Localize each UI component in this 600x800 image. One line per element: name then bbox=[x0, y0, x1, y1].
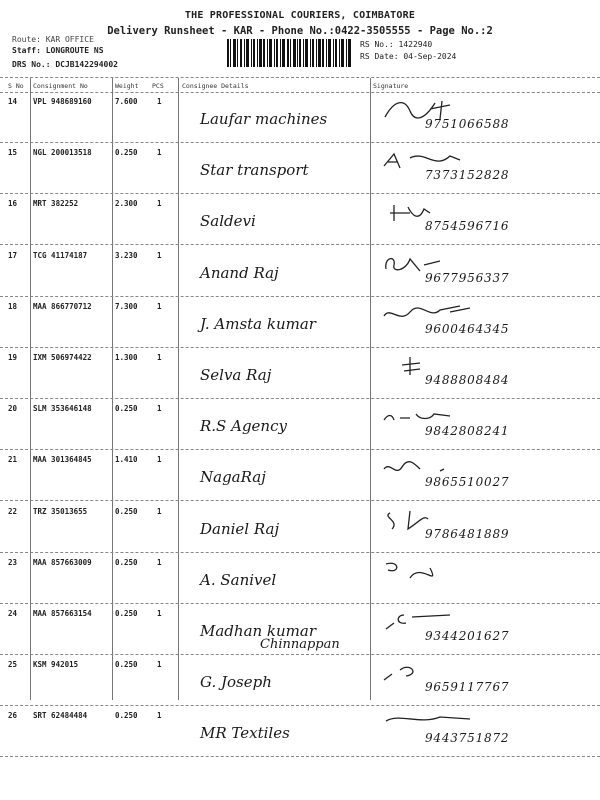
row-divider bbox=[0, 552, 600, 553]
consignee-name: Madhan kumar bbox=[200, 622, 317, 640]
row-consignee bbox=[200, 212, 256, 230]
row-consignment-no: TCG 41174187 bbox=[33, 250, 88, 260]
route-label: Route: KAR OFFICE bbox=[12, 35, 94, 44]
consignee-name: Selva Raj bbox=[200, 366, 272, 384]
row-sno: 22 bbox=[8, 506, 18, 516]
row-pcs: 1 bbox=[157, 148, 162, 158]
row-consignee bbox=[200, 622, 340, 652]
signature-mark bbox=[380, 558, 480, 584]
row-pcs: 1 bbox=[157, 506, 162, 516]
row-consignee bbox=[200, 468, 266, 486]
signature-phone: 9786481889 bbox=[425, 526, 510, 541]
row-divider bbox=[0, 193, 600, 194]
row-sno: 18 bbox=[8, 301, 18, 311]
row-sno: 15 bbox=[8, 148, 18, 158]
row-pcs: 1 bbox=[157, 404, 162, 414]
row-pcs: 1 bbox=[157, 660, 162, 670]
staff-label: Staff: LONGROUTE NS bbox=[12, 46, 104, 55]
row-consignee bbox=[200, 417, 287, 435]
consignee-name: Daniel Raj bbox=[200, 519, 280, 538]
header-divider-bottom bbox=[0, 92, 600, 93]
column-header-pcs: PCS bbox=[152, 82, 164, 90]
consignee-name-line2: Chinnappan bbox=[260, 637, 340, 652]
row-pcs: 1 bbox=[157, 609, 162, 618]
column-header-weight: Weight bbox=[115, 82, 139, 90]
row-divider bbox=[0, 142, 600, 143]
consignee-name: NagaRaj bbox=[200, 468, 266, 487]
document-subtitle: Delivery Runsheet - KAR - Phone No.:0422-3505555 - Page No.:2 bbox=[107, 25, 493, 37]
row-sno: 26 bbox=[8, 711, 18, 721]
row-consignment-no: SLM 353646148 bbox=[33, 404, 92, 414]
row-consignment-no: MRT 382252 bbox=[33, 199, 79, 209]
signature-phone: 8754596716 bbox=[425, 219, 510, 234]
row-pcs: 1 bbox=[157, 97, 162, 106]
consignee-name: A. Sanivel bbox=[200, 570, 277, 589]
row-consignment-no: NGL 200013518 bbox=[33, 148, 92, 158]
row-weight: 0.250 bbox=[115, 148, 138, 158]
row-pcs: 1 bbox=[157, 250, 162, 260]
row-sno: 25 bbox=[8, 660, 18, 670]
signature-phone: 9443751872 bbox=[425, 731, 510, 746]
drs-number: DRS No.: DCJB142294002 bbox=[12, 60, 118, 69]
row-divider bbox=[0, 347, 600, 348]
signature-phone: 7373152828 bbox=[425, 168, 510, 183]
row-consignee bbox=[200, 161, 309, 179]
row-sno: 19 bbox=[8, 353, 18, 362]
row-pcs: 1 bbox=[157, 199, 162, 209]
row-consignment-no: KSM 942015 bbox=[33, 660, 79, 670]
document-title: THE PROFESSIONAL COURIERS, COIMBATORE bbox=[184, 10, 416, 21]
rs-date: RS Date: 04-Sep-2024 bbox=[360, 52, 457, 61]
row-sno: 17 bbox=[8, 250, 18, 260]
row-weight: 1.300 bbox=[115, 353, 138, 362]
row-divider bbox=[0, 603, 600, 604]
row-sno: 16 bbox=[8, 199, 18, 209]
table-row bbox=[0, 300, 600, 350]
consignee-name: Laufar machines bbox=[200, 110, 328, 128]
consignee-name: G. Joseph bbox=[200, 673, 272, 692]
row-pcs: 1 bbox=[157, 353, 162, 362]
row-divider bbox=[0, 244, 600, 245]
table-row bbox=[0, 658, 600, 708]
table-row bbox=[0, 402, 600, 452]
table-row bbox=[0, 351, 600, 401]
consignee-name: MR Textiles bbox=[200, 724, 290, 743]
consignee-name: Saldevi bbox=[200, 212, 256, 231]
row-divider bbox=[0, 296, 600, 297]
row-sno: 24 bbox=[8, 609, 18, 618]
row-consignee bbox=[200, 520, 279, 538]
row-consignment-no: IXM 506974422 bbox=[33, 353, 92, 362]
row-consignee bbox=[200, 571, 276, 589]
row-consignee bbox=[200, 673, 272, 691]
row-consignee bbox=[200, 264, 279, 282]
row-consignee bbox=[200, 724, 290, 742]
row-weight: 0.250 bbox=[115, 609, 138, 618]
row-sno: 23 bbox=[8, 557, 18, 567]
column-header-consignment: Consignment No bbox=[33, 82, 88, 90]
consignee-name: R.S Agency bbox=[200, 417, 287, 436]
row-consignment-no: VPL 948689160 bbox=[33, 97, 92, 106]
row-pcs: 1 bbox=[157, 557, 162, 567]
row-sno: 21 bbox=[8, 455, 18, 465]
row-consignee bbox=[200, 110, 327, 128]
row-weight: 3.230 bbox=[115, 250, 138, 260]
signature-phone: 9659117767 bbox=[425, 680, 510, 695]
signature-phone: 9751066588 bbox=[425, 117, 510, 131]
row-weight: 0.250 bbox=[115, 711, 138, 721]
consignee-name: Anand Raj bbox=[200, 263, 279, 282]
signature-phone: 9600464345 bbox=[425, 321, 510, 336]
row-divider bbox=[0, 398, 600, 399]
row-weight: 0.250 bbox=[115, 660, 138, 670]
row-consignment-no: TRZ 35013655 bbox=[33, 506, 88, 516]
row-consignee bbox=[200, 315, 316, 333]
signature-phone: 9344201627 bbox=[425, 629, 510, 643]
signature-phone: 9488808484 bbox=[425, 373, 510, 387]
row-consignment-no: MAA 857663009 bbox=[33, 557, 92, 567]
row-weight: 0.250 bbox=[115, 404, 138, 414]
table-row bbox=[0, 709, 600, 759]
row-divider bbox=[0, 449, 600, 450]
row-weight: 0.250 bbox=[115, 557, 138, 567]
row-divider bbox=[0, 756, 600, 757]
consignee-name: J. Amsta kumar bbox=[200, 314, 316, 333]
consignee-name: Star transport bbox=[200, 161, 309, 180]
column-header-signature: Signature bbox=[373, 82, 409, 90]
table-row bbox=[0, 95, 600, 145]
row-weight: 1.410 bbox=[115, 455, 138, 465]
row-divider bbox=[0, 705, 600, 706]
column-header-consignee: Consignee Details bbox=[182, 82, 249, 90]
row-consignment-no: MAA 857663154 bbox=[33, 609, 92, 618]
row-pcs: 1 bbox=[157, 301, 162, 311]
row-weight: 0.250 bbox=[115, 506, 138, 516]
signature-phone: 9677956337 bbox=[425, 270, 510, 285]
row-consignment-no: SRT 62484484 bbox=[33, 711, 88, 721]
row-consignment-no: MAA 301364845 bbox=[33, 455, 92, 465]
signature-phone: 9842808241 bbox=[425, 424, 510, 439]
table-row bbox=[0, 249, 600, 299]
row-divider bbox=[0, 654, 600, 655]
row-consignment-no: MAA 866770712 bbox=[33, 301, 92, 311]
row-weight: 2.300 bbox=[115, 199, 138, 209]
column-header-sno: S No bbox=[8, 82, 24, 90]
signature-phone: 9865510027 bbox=[425, 475, 510, 490]
table-row bbox=[0, 146, 600, 196]
row-pcs: 1 bbox=[157, 711, 162, 721]
row-weight: 7.600 bbox=[115, 97, 138, 106]
row-sno: 14 bbox=[8, 97, 18, 106]
rs-number: RS No.: 1422940 bbox=[360, 40, 433, 49]
row-consignee bbox=[200, 366, 271, 384]
row-weight: 7.300 bbox=[115, 301, 138, 311]
table-row bbox=[0, 505, 600, 555]
row-pcs: 1 bbox=[157, 455, 162, 465]
header-divider-top bbox=[0, 77, 600, 78]
table-row bbox=[0, 197, 600, 247]
table-row bbox=[0, 453, 600, 503]
row-sno: 20 bbox=[8, 404, 18, 414]
row-divider bbox=[0, 500, 600, 501]
table-row bbox=[0, 556, 600, 606]
barcode bbox=[227, 39, 351, 67]
table-row bbox=[0, 607, 600, 657]
